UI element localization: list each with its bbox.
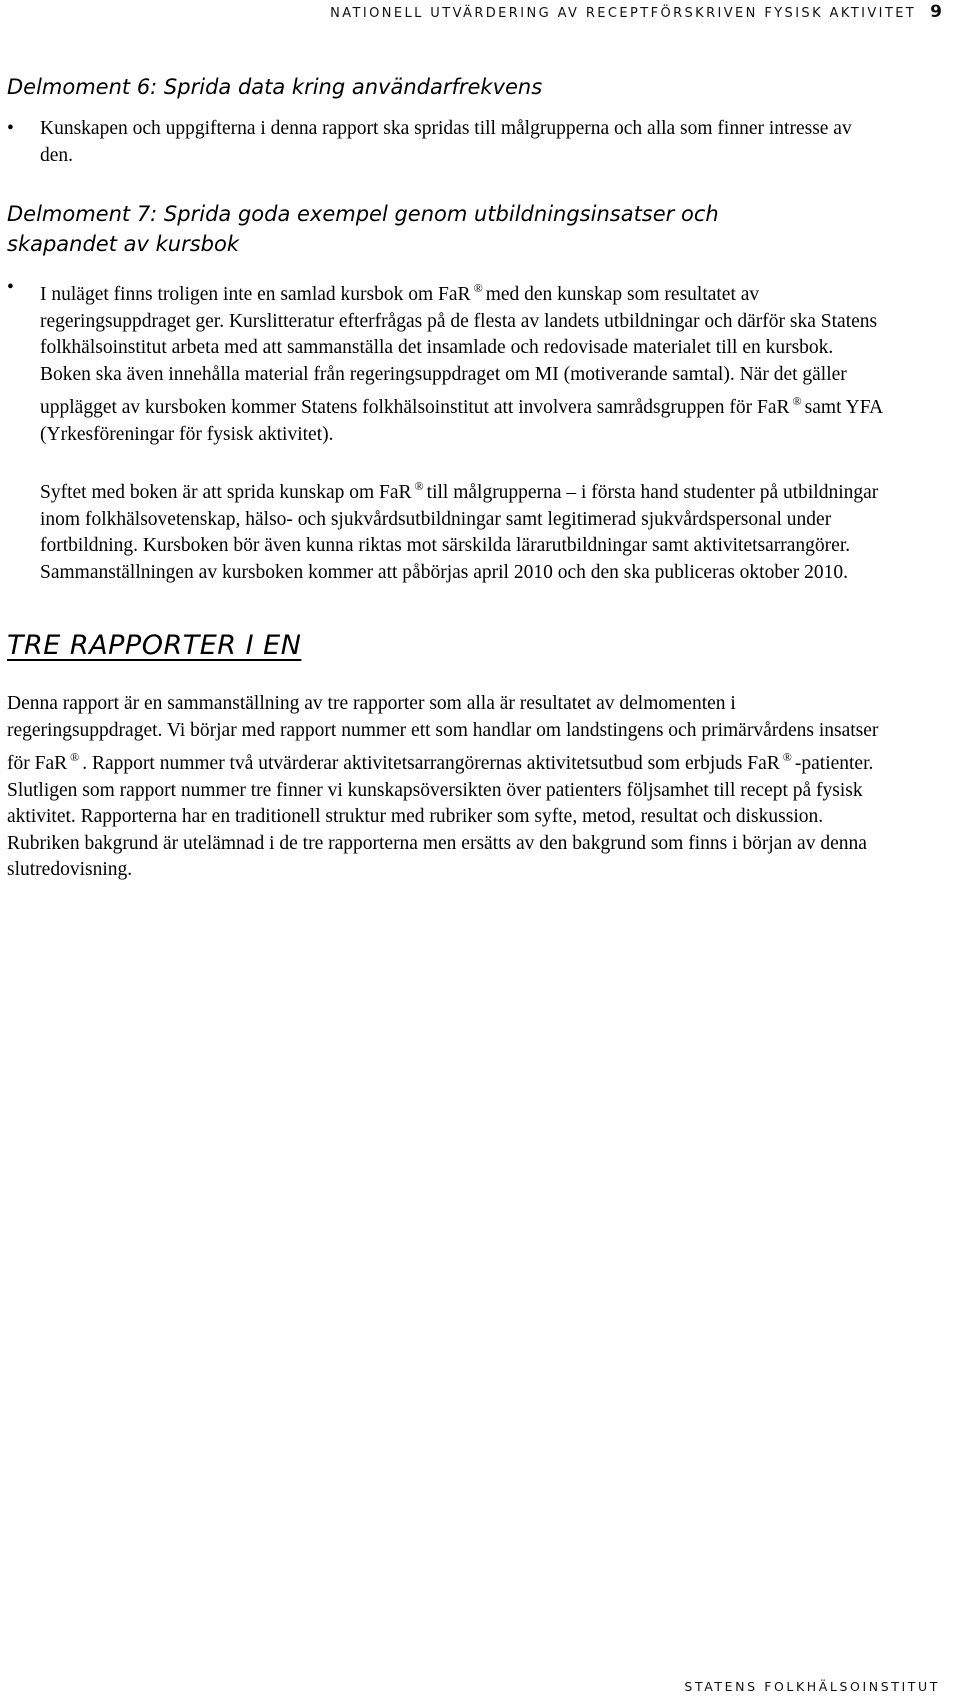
bullet-text-6: Kunskapen och uppgifterna i denna rapport ska spridas till målgrupperna och alla som finner intresse av den. <box>40 118 852 166</box>
registered-icon: ® <box>414 479 424 493</box>
heading-7-line-2: skapandet av kursbok <box>7 232 239 256</box>
paragraph-tre-rapporter <box>7 691 887 884</box>
bullet-7-text-c: samt YFA (Yrkesföreningar för fysisk aktivitet). <box>40 397 883 445</box>
bullet-icon: • <box>7 118 14 139</box>
registered-icon: ® <box>473 281 483 295</box>
page-content <box>7 72 887 884</box>
bullet-icon: • <box>7 277 14 298</box>
bullet-7-text-b: med den kunskap som resultatet av regeringsuppdraget ger. Kurslitteratur efterfrågas på de flesta av landets utbildningar och därför ska Statens folkhälsoinstitut arbeta med att sammanställa det insamlade och redovisade materialet till en kursbok. Boken ska även innehålla material från regeringsuppdraget om MI (motiverande samtal). När det gäller upplägget av kursboken kommer Statens folkhälsoinstitut att involvera samrådsgruppen för FaR <box>40 284 878 418</box>
heading-tre-rapporter: TRE RAPPORTER I EN <box>7 630 302 661</box>
footer-org: STATENS FOLKHÄLSOINSTITUT <box>684 1679 940 1694</box>
bullet-item-6 <box>7 116 887 169</box>
page-number: 9 <box>930 2 942 22</box>
registered-icon: ® <box>70 750 80 764</box>
tre-text-c: -patienter. Slutligen som rapport nummer tre finner vi kunskapsöversikten över patienters följsamhet till recept på fysisk aktivitet. Rapporterna har en traditionell struktur med rubriker som syfte, metod, resultat och diskussion. Rubriken bakgrund är utelämnad i de tre rapporterna men ersätts av den bakgrund som finns i början av denna slutredovisning. <box>7 753 874 880</box>
registered-icon: ® <box>792 394 802 408</box>
heading-delmoment-7 <box>7 199 887 259</box>
paragraph-syftet <box>7 473 887 586</box>
tre-text-b: . Rapport nummer två utvärderar aktivitetsarrangörernas aktivitetsutbud som erbjuds FaR <box>82 753 780 774</box>
bullet-item-7 <box>7 275 887 448</box>
registered-icon: ® <box>782 750 792 764</box>
header-title: NATIONELL UTVÄRDERING AV RECEPTFÖRSKRIVEN FYSISK AKTIVITET <box>330 6 917 21</box>
syftet-text-b: till målgrupperna – i första hand studenter på utbildningar inom folkhälsovetenskap, hälso- och sjukvårdsutbildningar samt legitimerad sjukvårdspersonal under fortbildning. Kursboken bör även kunna riktas mot särskilda lärarutbildningar samt aktivitetsarrangörer. Sammanställningen av kursboken kommer att påbörjas april 2010 och den ska publiceras oktober 2010. <box>40 482 879 583</box>
heading-7-line-1: Delmoment 7: Sprida goda exempel genom utbildningsinsatser och <box>7 202 719 226</box>
bullet-7-text-a: I nuläget finns troligen inte en samlad kursbok om FaR <box>40 284 471 305</box>
syftet-text-a: Syftet med boken är att sprida kunskap om FaR <box>40 482 412 503</box>
running-header <box>330 2 942 22</box>
tre-text-a: Denna rapport är en sammanställning av tre rapporter som alla är resultatet av delmomenten i regeringsuppdraget. Vi börjar med rapport nummer ett som handlar om landstingens och primärvårdens insatser för FaR <box>7 693 879 774</box>
heading-delmoment-6: Delmoment 6: Sprida data kring användarfrekvens <box>7 75 543 99</box>
